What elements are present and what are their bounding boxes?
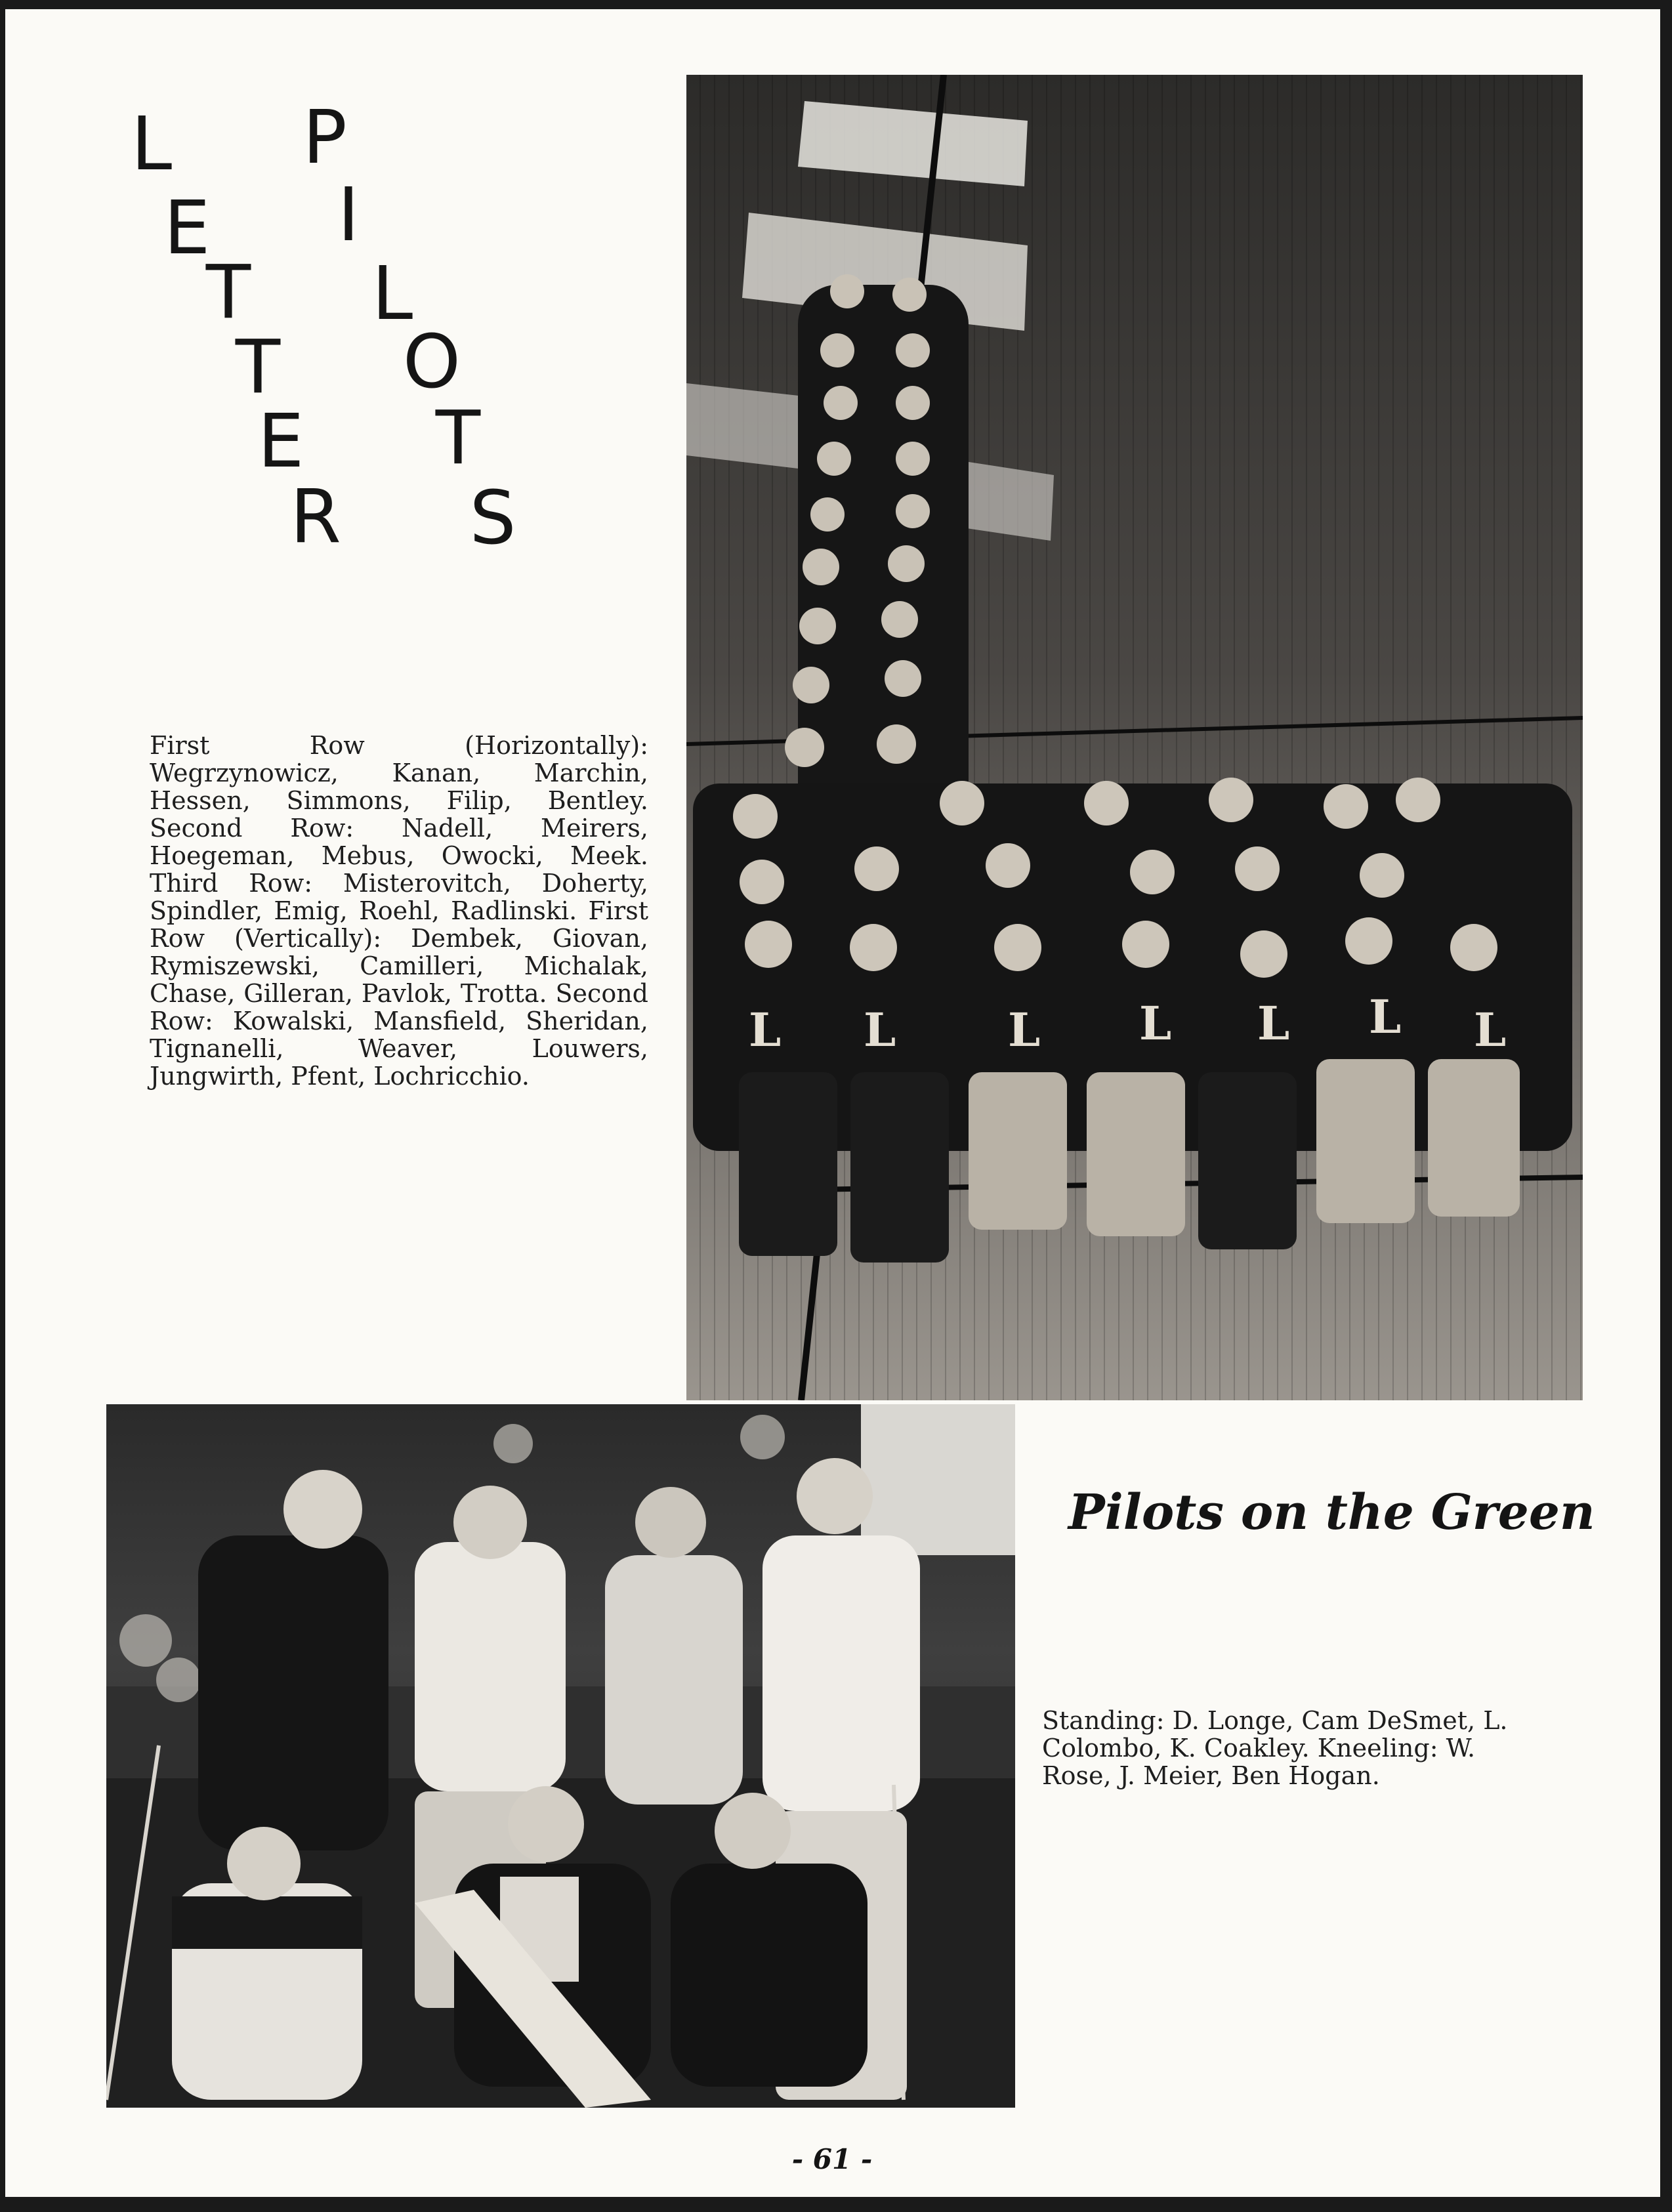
svg-text:L: L: [1139, 996, 1172, 1051]
heading-letter: T: [235, 325, 281, 410]
page-number: - 61 -: [791, 2143, 873, 2175]
svg-text:L: L: [1008, 1003, 1041, 1057]
golf-team-photo: [106, 1404, 1015, 2108]
svg-text:L: L: [749, 1003, 782, 1057]
heading-letter: T: [205, 250, 251, 335]
heading-letter: O: [402, 320, 461, 405]
heading-letter: E: [257, 399, 304, 484]
heading-letter: R: [290, 474, 341, 560]
heading-letter: T: [435, 396, 481, 481]
golf-title: Pilots on the Green: [1068, 1484, 1595, 1541]
golf-caption: Standing: D. Longe, Cam DeSmet, L. Colombo, K. Coakley. Kneeling: W. Rose, J. Meier, Ben Hogan.: [1042, 1706, 1508, 1790]
svg-text:L: L: [1257, 996, 1290, 1051]
svg-text:L: L: [1474, 1003, 1507, 1057]
heading-letter: S: [469, 476, 516, 561]
lettermen-photo: [686, 75, 1583, 1400]
heading-letter: P: [303, 95, 347, 180]
heading-letter: L: [131, 102, 173, 187]
yearbook-page: [5, 9, 1660, 2197]
lettermen-photo-graphic: [686, 75, 1583, 1400]
heading-letter: E: [163, 186, 211, 271]
golf-team-photo-graphic: [106, 1404, 1015, 2108]
svg-text:L: L: [1369, 990, 1402, 1044]
heading-letter: I: [337, 173, 360, 258]
svg-text:L: L: [864, 1003, 896, 1057]
lettermen-caption: First Row (Horizontally): Wegrzynowicz, Kanan, Marchin, Hessen, Simmons, Filip, Bentley. Second Row: Nadell, Meirers, Hoegeman, Mebus, Owocki, Meek. Third Row: Misterovitch, Doherty, Spindler, Emig, Roehl, Radlinski. First Row (Vertically): Dembek, Giovan, Rymiszewski, Camilleri, Michalak, Chase, Gilleran, Pavlok, Trotta. Second Row: Kowalski, Mansfield, Sheridan, Tignanelli, Weaver, Louwers, Jungwirth, Pfent, Lochricchio.: [150, 731, 648, 1091]
heading-letter: L: [371, 251, 413, 337]
